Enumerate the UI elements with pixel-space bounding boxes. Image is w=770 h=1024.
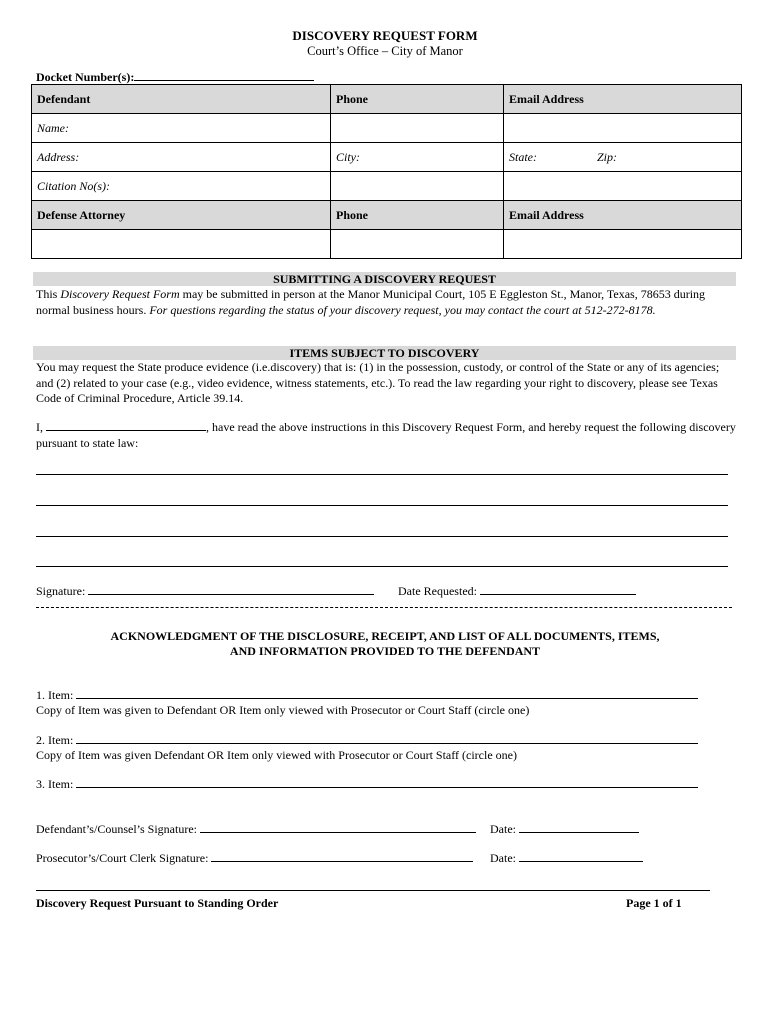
defendant-email-cell[interactable] (504, 114, 742, 143)
citation-phone-cell[interactable] (331, 172, 504, 201)
submitting-text-part: This (36, 287, 61, 301)
attorney-header: Defense Attorney (32, 201, 331, 230)
discovery-request-line-1[interactable] (36, 474, 728, 475)
address-cell[interactable]: Address: (32, 143, 331, 172)
footer-page-number: Page 1 of 1 (626, 896, 682, 910)
request-statement-text: , have read the above instructions in this Discovery Request Form, and hereby request the following discovery pursuant to state law: (36, 420, 736, 450)
defendant-info-table (31, 84, 742, 259)
defendant-phone-cell[interactable] (331, 114, 504, 143)
footer-left: Discovery Request Pursuant to Standing Order (36, 896, 279, 910)
prosecutor-signature-label: Prosecutor’s/Court Clerk Signature: (36, 851, 209, 865)
submitting-contact-italic: For questions regarding the status of your discovery request, you may contact the court at 512-272-8178. (149, 302, 656, 317)
signature-label: Signature: (36, 584, 86, 598)
email-header: Email Address (504, 85, 742, 114)
attorney-name-cell[interactable] (32, 230, 331, 259)
request-i-prefix: I, (36, 420, 43, 434)
item1-blank[interactable] (76, 697, 698, 699)
attorney-email-cell[interactable] (504, 230, 742, 259)
item2-field[interactable] (36, 733, 698, 748)
item1-note: Copy of Item was given to Defendant OR Item only viewed with Prosecutor or Court Staff (circle one) (36, 703, 530, 717)
defendant-signature-blank[interactable] (200, 831, 476, 833)
item2-note: Copy of Item was given Defendant OR Item only viewed with Prosecutor or Court Staff (circle one) (36, 748, 517, 762)
city-cell[interactable]: City: (331, 143, 504, 172)
prosecutor-date-field[interactable] (490, 851, 643, 866)
citation-email-cell[interactable] (504, 172, 742, 201)
defendant-signature-label: Defendant’s/Counsel’s Signature: (36, 822, 197, 836)
date-requested-label: Date Requested: (398, 584, 477, 598)
docket-number-field[interactable] (36, 70, 314, 85)
cut-line (36, 607, 732, 608)
attorney-phone-cell[interactable] (331, 230, 504, 259)
zip-label: Zip: (597, 149, 618, 164)
item3-blank[interactable] (76, 786, 698, 788)
phone-header: Phone (331, 85, 504, 114)
request-statement (36, 420, 736, 451)
form-subtitle: Court’s Office – City of Manor (307, 44, 463, 58)
signature-blank[interactable] (88, 593, 374, 595)
name-cell[interactable]: Name: (32, 114, 331, 143)
requester-name-blank[interactable] (46, 429, 206, 431)
prosecutor-signature-field[interactable] (36, 851, 473, 866)
discovery-request-line-3[interactable] (36, 536, 728, 537)
defendant-header: Defendant (32, 85, 331, 114)
submitting-text (36, 287, 736, 318)
date-requested-blank[interactable] (480, 593, 636, 595)
prosecutor-signature-blank[interactable] (211, 860, 473, 862)
date-requested-field[interactable] (398, 584, 636, 599)
state-zip-cell[interactable] (504, 143, 742, 172)
item2-blank[interactable] (76, 742, 698, 744)
attorney-phone-header: Phone (331, 201, 504, 230)
discovery-request-line-2[interactable] (36, 505, 728, 506)
prosecutor-date-blank[interactable] (519, 860, 643, 862)
defendant-date-blank[interactable] (519, 831, 639, 833)
items-heading: ITEMS SUBJECT TO DISCOVERY (33, 346, 736, 360)
ack-heading-line2: AND INFORMATION PROVIDED TO THE DEFENDANT (229, 644, 541, 658)
defendant-date-label: Date: (490, 822, 516, 836)
docket-number-label: Docket Number(s): (36, 70, 135, 84)
item2-label: 2. Item: (36, 733, 74, 747)
attorney-email-header: Email Address (504, 201, 742, 230)
item3-label: 3. Item: (36, 777, 74, 791)
item1-field[interactable] (36, 688, 698, 703)
form-title: DISCOVERY REQUEST FORM (292, 28, 478, 43)
signature-field[interactable] (36, 584, 374, 599)
ack-heading-line1: ACKNOWLEDGMENT OF THE DISCLOSURE, RECEIPT, AND LIST OF ALL DOCUMENTS, ITEMS, (110, 629, 660, 643)
footer-rule (36, 890, 710, 891)
submitting-text-part2: may be submitted in person at the Manor Municipal Court, 105 E Eggleston St., Manor, Texas, 78653 during normal business hours. (36, 287, 706, 317)
defendant-date-field[interactable] (490, 822, 639, 837)
citation-cell[interactable]: Citation No(s): (32, 172, 331, 201)
item3-field[interactable] (36, 777, 698, 792)
items-text: You may request the State produce evidence (i.e.discovery) that is: (1) in the possession, custody, or control of the State or any of its agencies; and (2) related to your case (e.g., video evidence, witness statements, etc.). To read the law regarding your right to discovery, please see Texas Code of Criminal Procedure, Article 39.14. (36, 360, 720, 405)
submitting-text-italic: Discovery Request Form (60, 287, 180, 301)
submitting-heading: SUBMITTING A DISCOVERY REQUEST (33, 272, 736, 286)
discovery-request-line-4[interactable] (36, 566, 728, 567)
prosecutor-date-label: Date: (490, 851, 516, 865)
docket-number-blank[interactable] (134, 79, 314, 81)
state-label: State: (509, 149, 537, 164)
defendant-signature-field[interactable] (36, 822, 476, 837)
item1-label: 1. Item: (36, 688, 74, 702)
